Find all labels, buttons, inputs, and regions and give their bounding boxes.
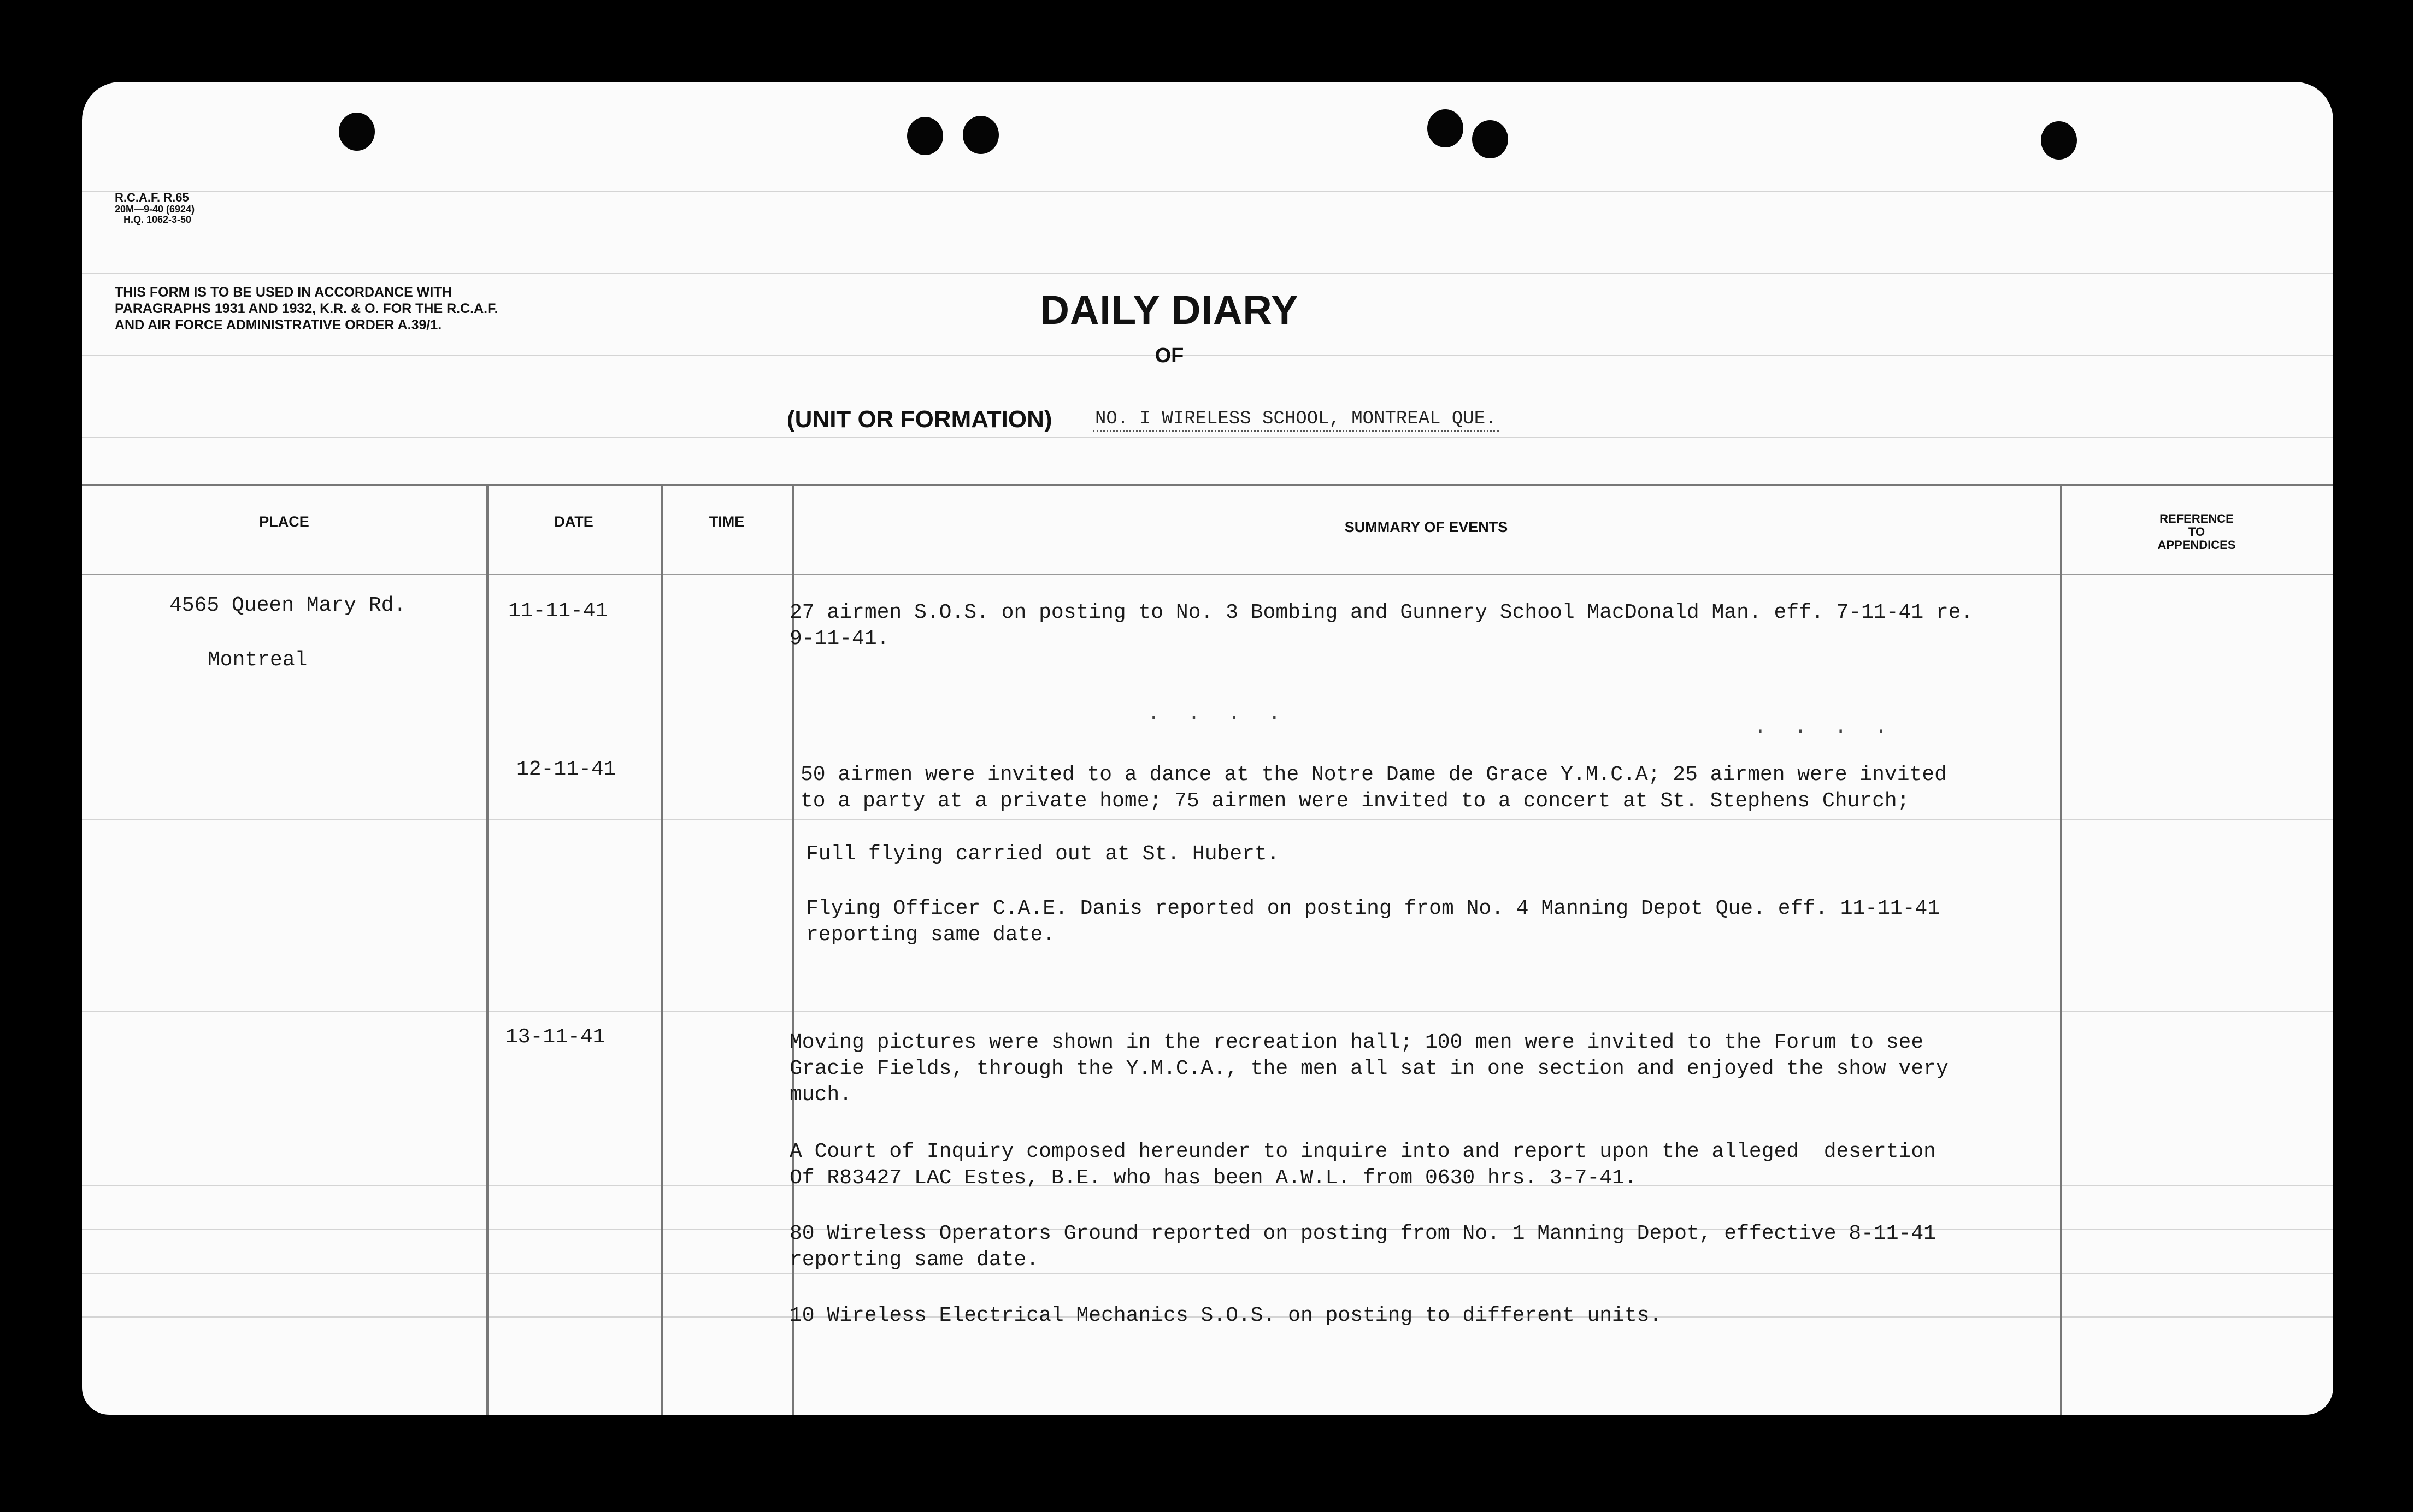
form-code-line: H.Q. 1062-3-50 xyxy=(123,214,192,225)
reference-line: REFERENCE xyxy=(2159,512,2234,525)
separator-dots: . . . . xyxy=(1754,716,1895,739)
entry-date: 12-11-41 xyxy=(516,758,616,781)
place-line: Montreal xyxy=(208,648,308,672)
column-header-date: DATE xyxy=(554,513,593,530)
punch-hole xyxy=(1427,109,1463,147)
table-top-rule xyxy=(82,484,2333,486)
entry-event: 10 Wireless Electrical Mechanics S.O.S. on posting to different units. xyxy=(790,1304,1662,1327)
form-code-line: R.C.A.F. R.65 xyxy=(115,191,189,204)
form-code-line: 20M—9-40 (6924) xyxy=(115,204,195,215)
punch-hole xyxy=(339,113,375,151)
entry-event: 27 airmen S.O.S. on posting to No. 3 Bombing and Gunnery School MacDonald Man. eff. 7-11-41 re. 9-11-41. xyxy=(790,601,1974,651)
form-instructions: THIS FORM IS TO BE USED IN ACCORDANCE WITH PARAGRAPHS 1931 AND 1932, K.R. & O. FOR THE R.C.A.F. AND AIR FORCE ADMINISTRATIVE ORDER A.39/1. xyxy=(115,285,498,333)
form-code xyxy=(115,191,195,225)
column-header-summary: SUMMARY OF EVENTS xyxy=(1344,519,1508,535)
punch-hole xyxy=(2041,121,2077,160)
column-divider xyxy=(486,486,489,1415)
title-of: OF xyxy=(1155,344,1184,367)
punch-hole xyxy=(907,117,943,155)
diary-card xyxy=(82,82,2333,1415)
entry-event: Moving pictures were shown in the recreation hall; 100 men were invited to the Forum to see Gracie Fields, through the Y.M.C.A., the men all sat in one section and enjoyed the show very much. xyxy=(790,1031,1949,1107)
entry-date: 13-11-41 xyxy=(505,1025,605,1049)
reference-line: TO xyxy=(2188,525,2205,539)
punch-hole xyxy=(963,116,999,154)
column-header-place: PLACE xyxy=(259,513,309,530)
entry-event: 50 airmen were invited to a dance at the Notre Dame de Grace Y.M.C.A; 25 airmen were invited to a party at a private home; 75 airmen were invited to a concert at St. Stephens Church; xyxy=(801,763,1947,813)
page-title: DAILY DIARY xyxy=(1040,287,1299,333)
punch-hole xyxy=(1472,120,1508,158)
entry-date: 11-11-41 xyxy=(508,599,608,623)
unit-label: (UNIT OR FORMATION) xyxy=(787,406,1052,433)
separator-dots: . . . . xyxy=(1147,702,1288,725)
column-header-reference xyxy=(2060,512,2333,552)
header-bottom-rule xyxy=(82,574,2333,575)
entry-event: Flying Officer C.A.E. Danis reported on posting from No. 4 Manning Depot Que. eff. 11-11-41 reporting same date. xyxy=(806,897,1940,947)
entry-event: 80 Wireless Operators Ground reported on posting from No. 1 Manning Depot, effective 8-11-41 reporting same date. xyxy=(790,1222,1936,1272)
place-line: 4565 Queen Mary Rd. xyxy=(169,594,407,617)
unit-value: NO. I WIRELESS SCHOOL, MONTREAL QUE. xyxy=(1093,409,1499,432)
reference-line: APPENDICES xyxy=(2157,538,2236,552)
column-divider xyxy=(2060,486,2062,1415)
entry-event: Full flying carried out at St. Hubert. xyxy=(806,842,1280,866)
entry-event: A Court of Inquiry composed hereunder to inquire into and report upon the alleged desertion Of R83427 LAC Estes, B.E. who has been A.W.L. from 0630 hrs. 3-7-41. xyxy=(790,1140,1936,1190)
column-header-time: TIME xyxy=(709,513,745,530)
column-divider xyxy=(661,486,663,1415)
